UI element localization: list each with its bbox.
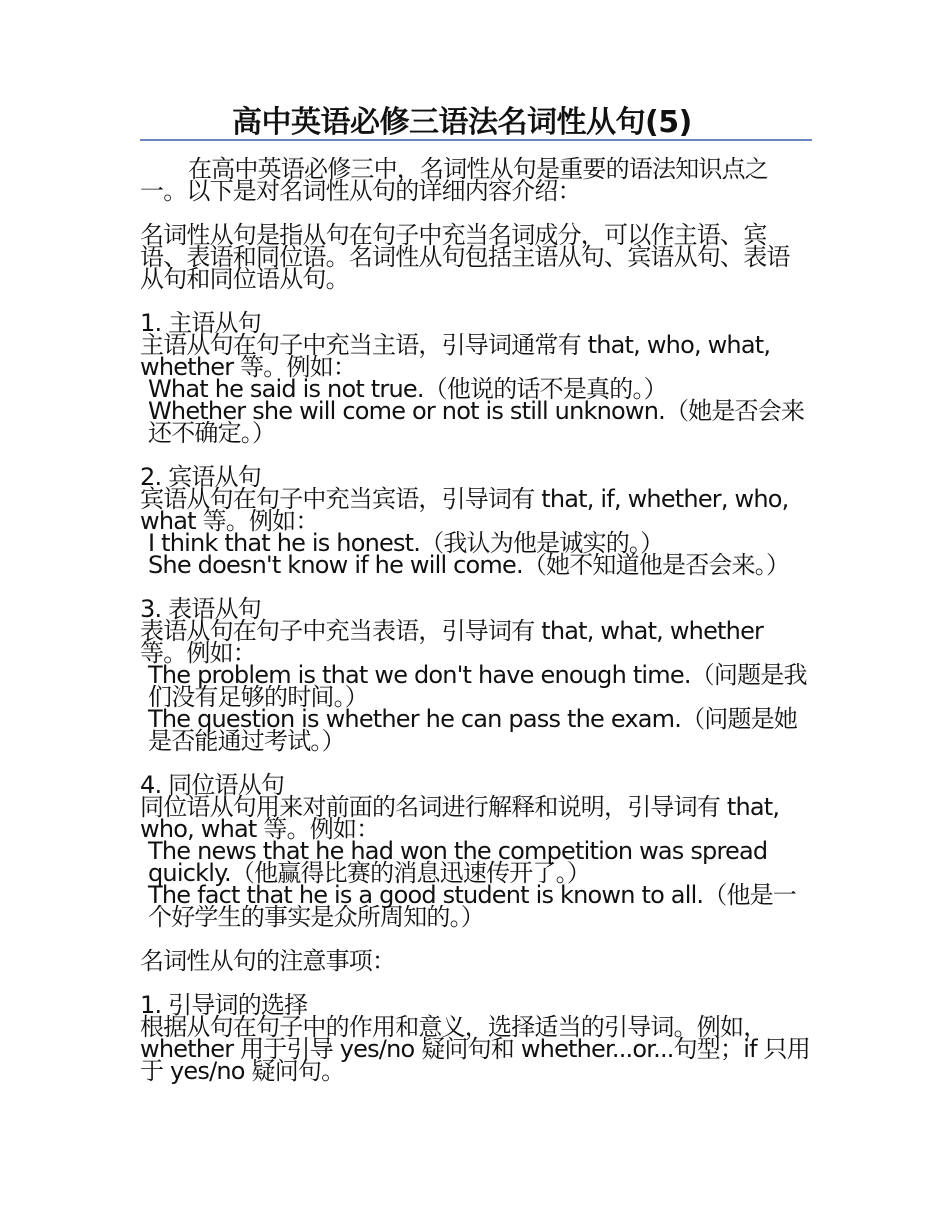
example-sentence: She doesn't know if he will come.（她不知道他是否会来。） (148, 551, 790, 579)
example-sentence: The problem is that we don't have enough time.（问题是我们没有足够的时间。） (148, 661, 807, 711)
note-heading: 1. 引导词的选择 (140, 991, 308, 1019)
example-sentence: The question is whether he can pass the exam.（问题是她是否能通过考试。） (148, 705, 798, 755)
notes-heading: 名词性从句的注意事项： (140, 947, 396, 975)
section-heading: 2. 宾语从句 (140, 463, 261, 491)
example-sentence: What he said is not true.（他说的话不是真的。） (148, 375, 667, 403)
section-heading: 1. 主语从句 (140, 309, 261, 337)
intro-paragraph: 在高中英语必修三中，名词性从句是重要的语法知识点之一。以下是对名词性从句的详细内容介绍： (140, 155, 768, 205)
note-item (140, 991, 812, 1085)
section-heading: 3. 表语从句 (140, 595, 261, 623)
section-description: 同位语从句用来对前面的名词进行解释和说明，引导词有 that, who, what 等。例如： (140, 793, 780, 843)
section-subject-clause (140, 309, 812, 447)
example-sentence: The fact that he is a good student is known to all.（他是一个好学生的事实是众所周知的。） (148, 881, 797, 931)
section-description: 表语从句在句子中充当表语，引导词有 that, what, whether 等。例如： (140, 617, 764, 667)
note-text: 根据从句在句子中的作用和意义，选择适当的引导词。例如，whether 用于引导 yes/no 疑问句和 whether...or...句型；if 只用于 yes/no 疑问句。 (140, 1013, 810, 1085)
section-object-clause (140, 463, 812, 579)
example-sentence: I think that he is honest.（我认为他是诚实的。） (148, 529, 664, 557)
document-body (140, 155, 812, 1085)
definition-paragraph: 名词性从句是指从句在句子中充当名词成分，可以作主语、宾语、表语和同位语。名词性从句包括主语从句、宾语从句、表语从句和同位语从句。 (140, 221, 790, 293)
title-underline (140, 139, 812, 141)
section-appositive-clause (140, 771, 812, 931)
example-sentence: Whether she will come or not is still unknown.（她是否会来还不确定。） (148, 397, 805, 447)
section-description: 主语从句在句子中充当主语，引导词通常有 that, who, what, whether 等。例如： (140, 331, 771, 381)
section-heading: 4. 同位语从句 (140, 771, 285, 799)
section-description: 宾语从句在句子中充当宾语，引导词有 that, if, whether, who, what 等。例如： (140, 485, 789, 535)
document-title: 高中英语必修三语法名词性从句(5) (232, 105, 692, 140)
section-predicative-clause (140, 595, 812, 755)
example-sentence: The news that he had won the competition was spread quickly.（他赢得比赛的消息迅速传开了。） (148, 837, 768, 887)
